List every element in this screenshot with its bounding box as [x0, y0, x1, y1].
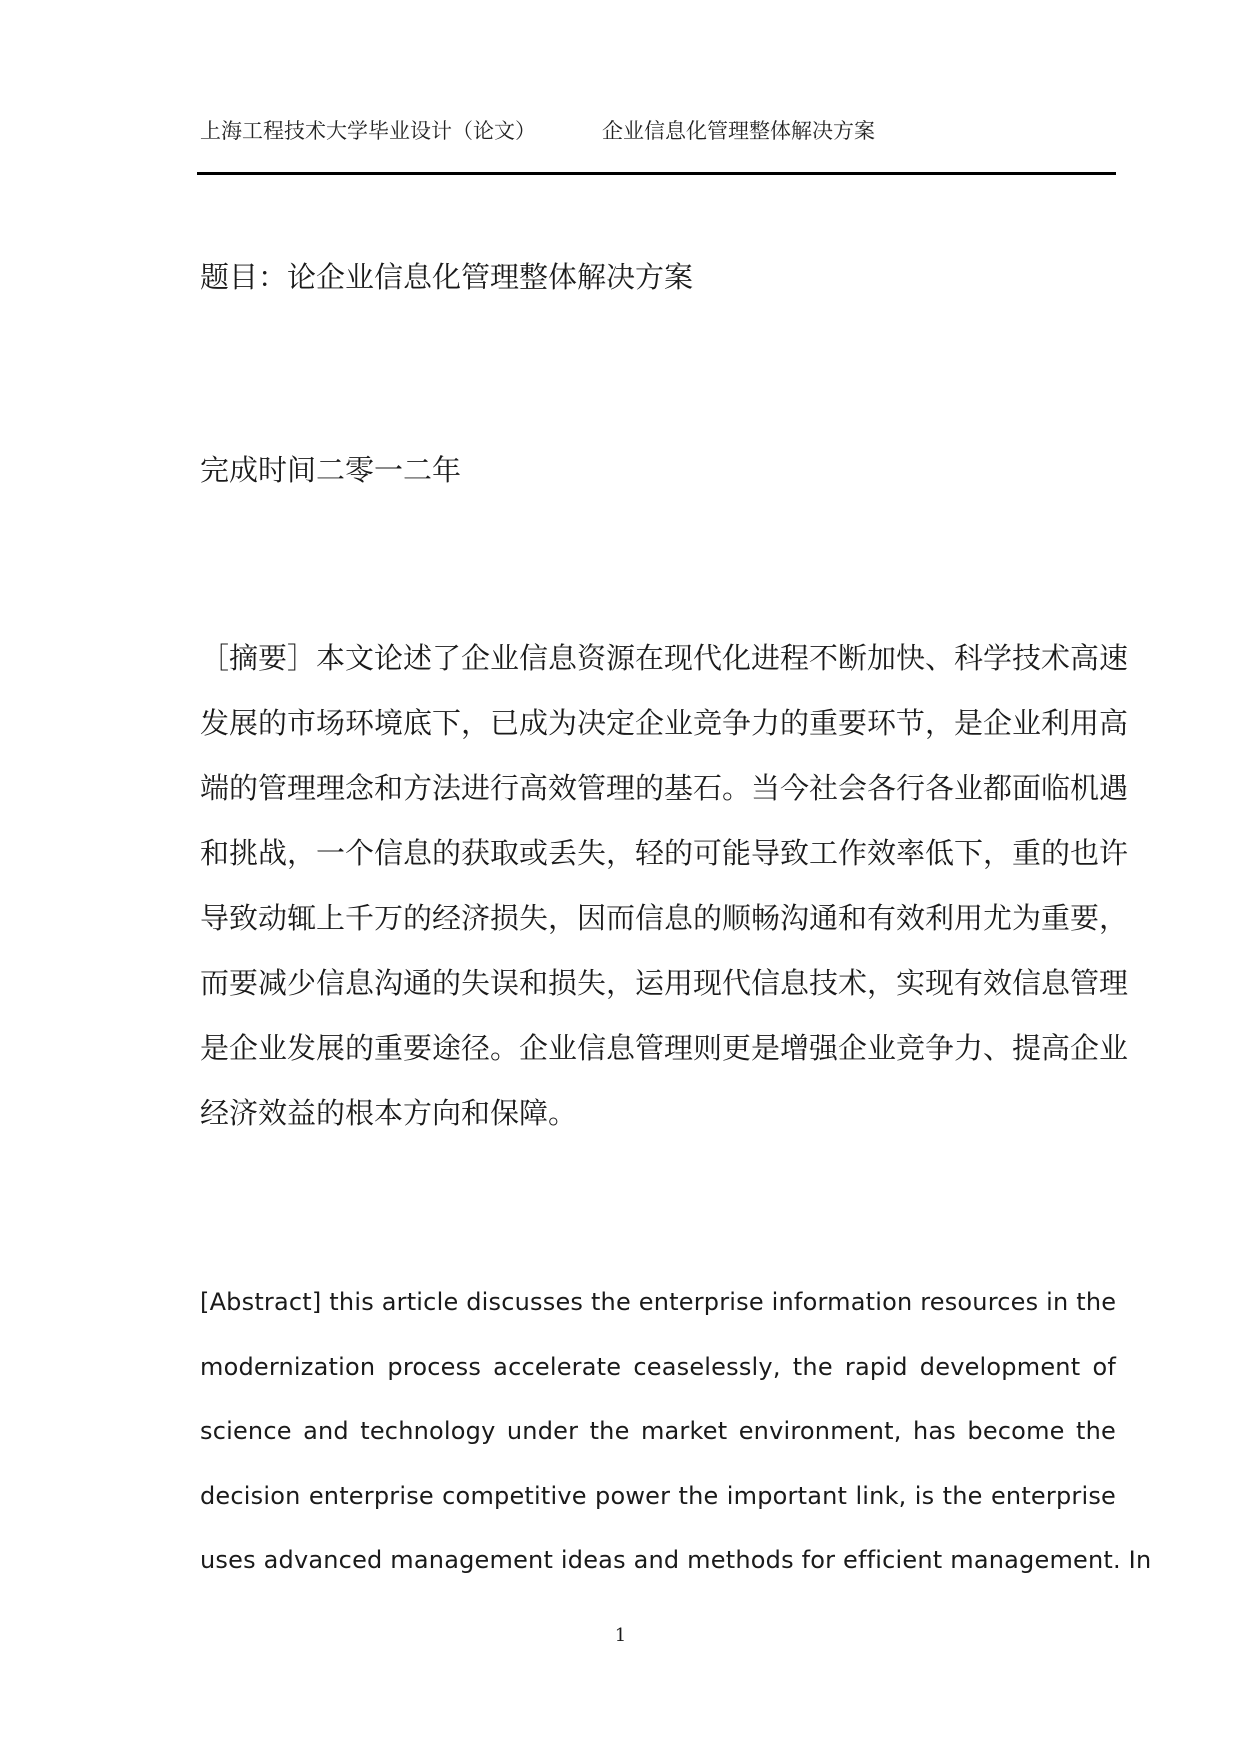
abstract-line: 导致动辄上千万的经济损失，因而信息的顺畅沟通和有效利用尤为重要，	[200, 901, 1129, 935]
abstract-line: 而要减少信息沟通的失误和损失，运用现代信息技术，实现有效信息管理	[200, 966, 1129, 1000]
completion-date: 完成时间二零一二年	[200, 453, 462, 487]
abstract-line: 端的管理理念和方法进行高效管理的基石。当今社会各行各业都面临机遇	[200, 771, 1129, 805]
chinese-abstract	[200, 638, 1129, 1158]
abstract-line: 是企业发展的重要途径。企业信息管理则更是增强企业竞争力、提高企业	[200, 1031, 1129, 1065]
abstract-line: science and technology under the market environment, has become the	[200, 1417, 1116, 1445]
abstract-line: 和挑战，一个信息的获取或丢失，轻的可能导致工作效率低下，重的也许	[200, 836, 1129, 870]
header-thesis-title: 企业信息化管理整体解决方案	[602, 119, 875, 143]
abstract-line: decision enterprise competitive power the important link, is the enterprise	[200, 1481, 1116, 1510]
abstract-line: modernization process accelerate ceaselessly, the rapid development of	[200, 1352, 1116, 1381]
abstract-line: uses advanced management ideas and methods for efficient management. In	[200, 1546, 1152, 1574]
header-rule	[197, 172, 1116, 175]
page-number: 1	[614, 1625, 627, 1646]
abstract-line: 经济效益的根本方向和保障。	[200, 1096, 578, 1130]
english-abstract	[200, 1284, 1152, 1607]
header-university-title: 上海工程技术大学毕业设计（论文）	[200, 119, 536, 143]
abstract-line: [Abstract] this article discusses the enterprise information resources in the	[200, 1288, 1117, 1316]
abstract-line: 发展的市场环境底下，已成为决定企业竞争力的重要环节，是企业利用高	[200, 706, 1129, 740]
thesis-title: 题目：论企业信息化管理整体解决方案	[200, 260, 694, 294]
abstract-line: ［摘要］本文论述了企业信息资源在现代化进程不断加快、科学技术高速	[200, 641, 1129, 675]
